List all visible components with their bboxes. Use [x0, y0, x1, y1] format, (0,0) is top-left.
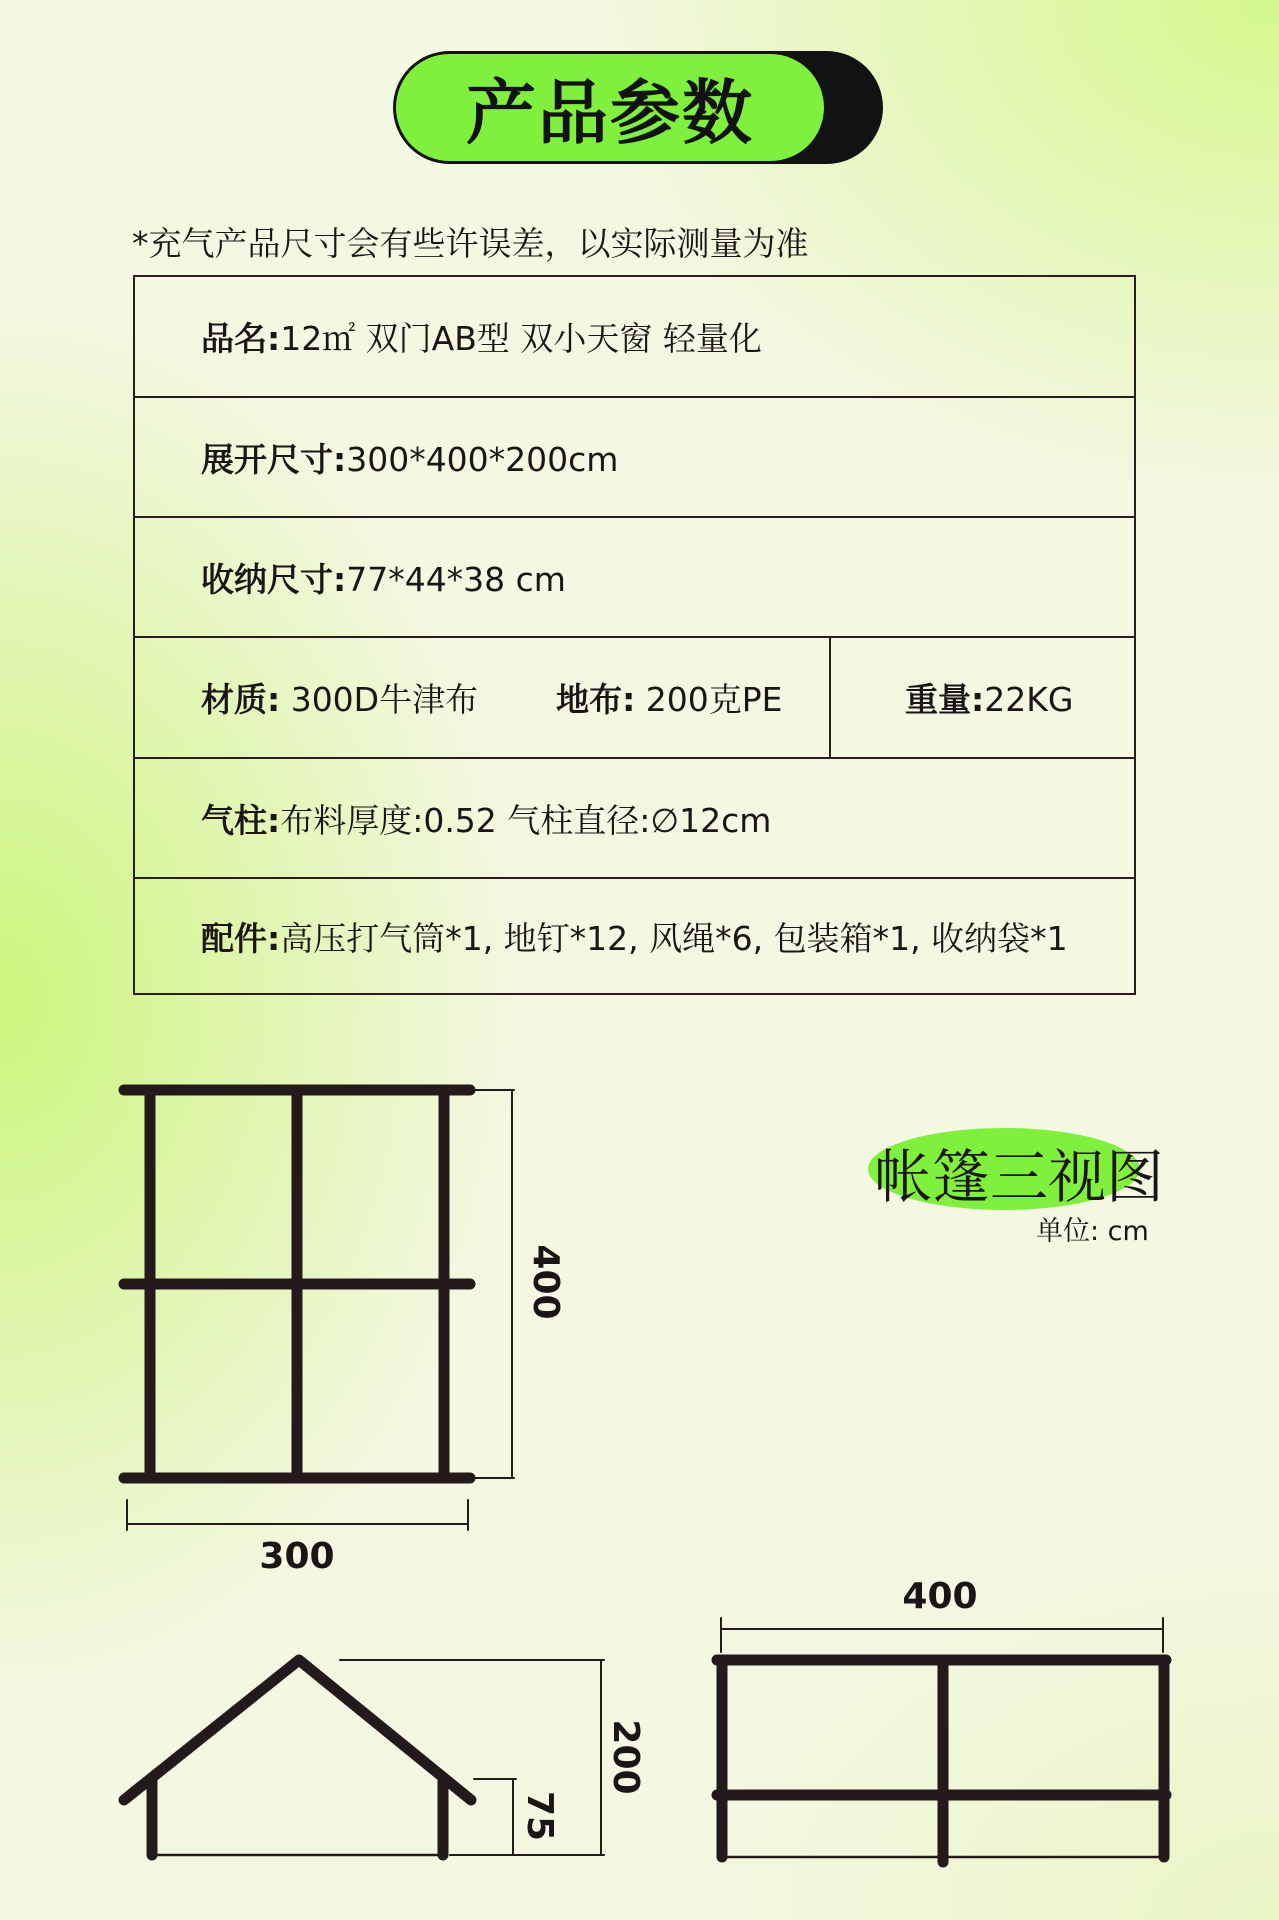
spec-label: 配件: [201, 918, 281, 958]
spec-value: 12㎡ 双门AB型 双小天窗 轻量化 [280, 319, 762, 358]
side-view-length-label: 400 [902, 1576, 978, 1617]
measurement-note: *充气产品尺寸会有些许误差，以实际测量为准 [132, 224, 809, 263]
spec-label: 收纳尺寸: [201, 559, 347, 599]
top-view-diagram [124, 1090, 514, 1530]
front-view-wall-label: 75 [519, 1790, 560, 1842]
spec-value: 200克PE [635, 680, 783, 719]
spec-label: 气柱: [201, 800, 281, 840]
spec-value: 77*44*38 cm [346, 559, 566, 599]
spec-label: 品名: [201, 319, 281, 358]
spec-value: 高压打气筒*1, 地钉*12, 风绳*6, 包装箱*1, 收纳袋*1 [280, 918, 1068, 958]
spec-value: 300D牛津布 [280, 680, 479, 719]
spec-value: 22KG [984, 680, 1074, 719]
page-title: 产品参数 [396, 54, 824, 161]
spec-label: 展开尺寸: [201, 439, 347, 479]
top-view-depth-label: 400 [525, 1244, 566, 1320]
frame-tube [124, 1660, 471, 1800]
top-view-width-label: 300 [259, 1536, 335, 1577]
views-title-text: 帐篷三视图 [874, 1143, 1165, 1211]
spec-label: 地布: [556, 680, 636, 719]
spec-label: 材质: [201, 680, 281, 719]
side-view-diagram [717, 1618, 1166, 1862]
spec-label: 重量: [905, 680, 985, 719]
front-view-height-label: 200 [605, 1719, 646, 1795]
unit-label: 单位: cm [1036, 1216, 1149, 1247]
spec-value: 布料厚度:0.52 气柱直径:∅12cm [280, 800, 772, 840]
spec-value: 300*400*200cm [346, 439, 619, 479]
